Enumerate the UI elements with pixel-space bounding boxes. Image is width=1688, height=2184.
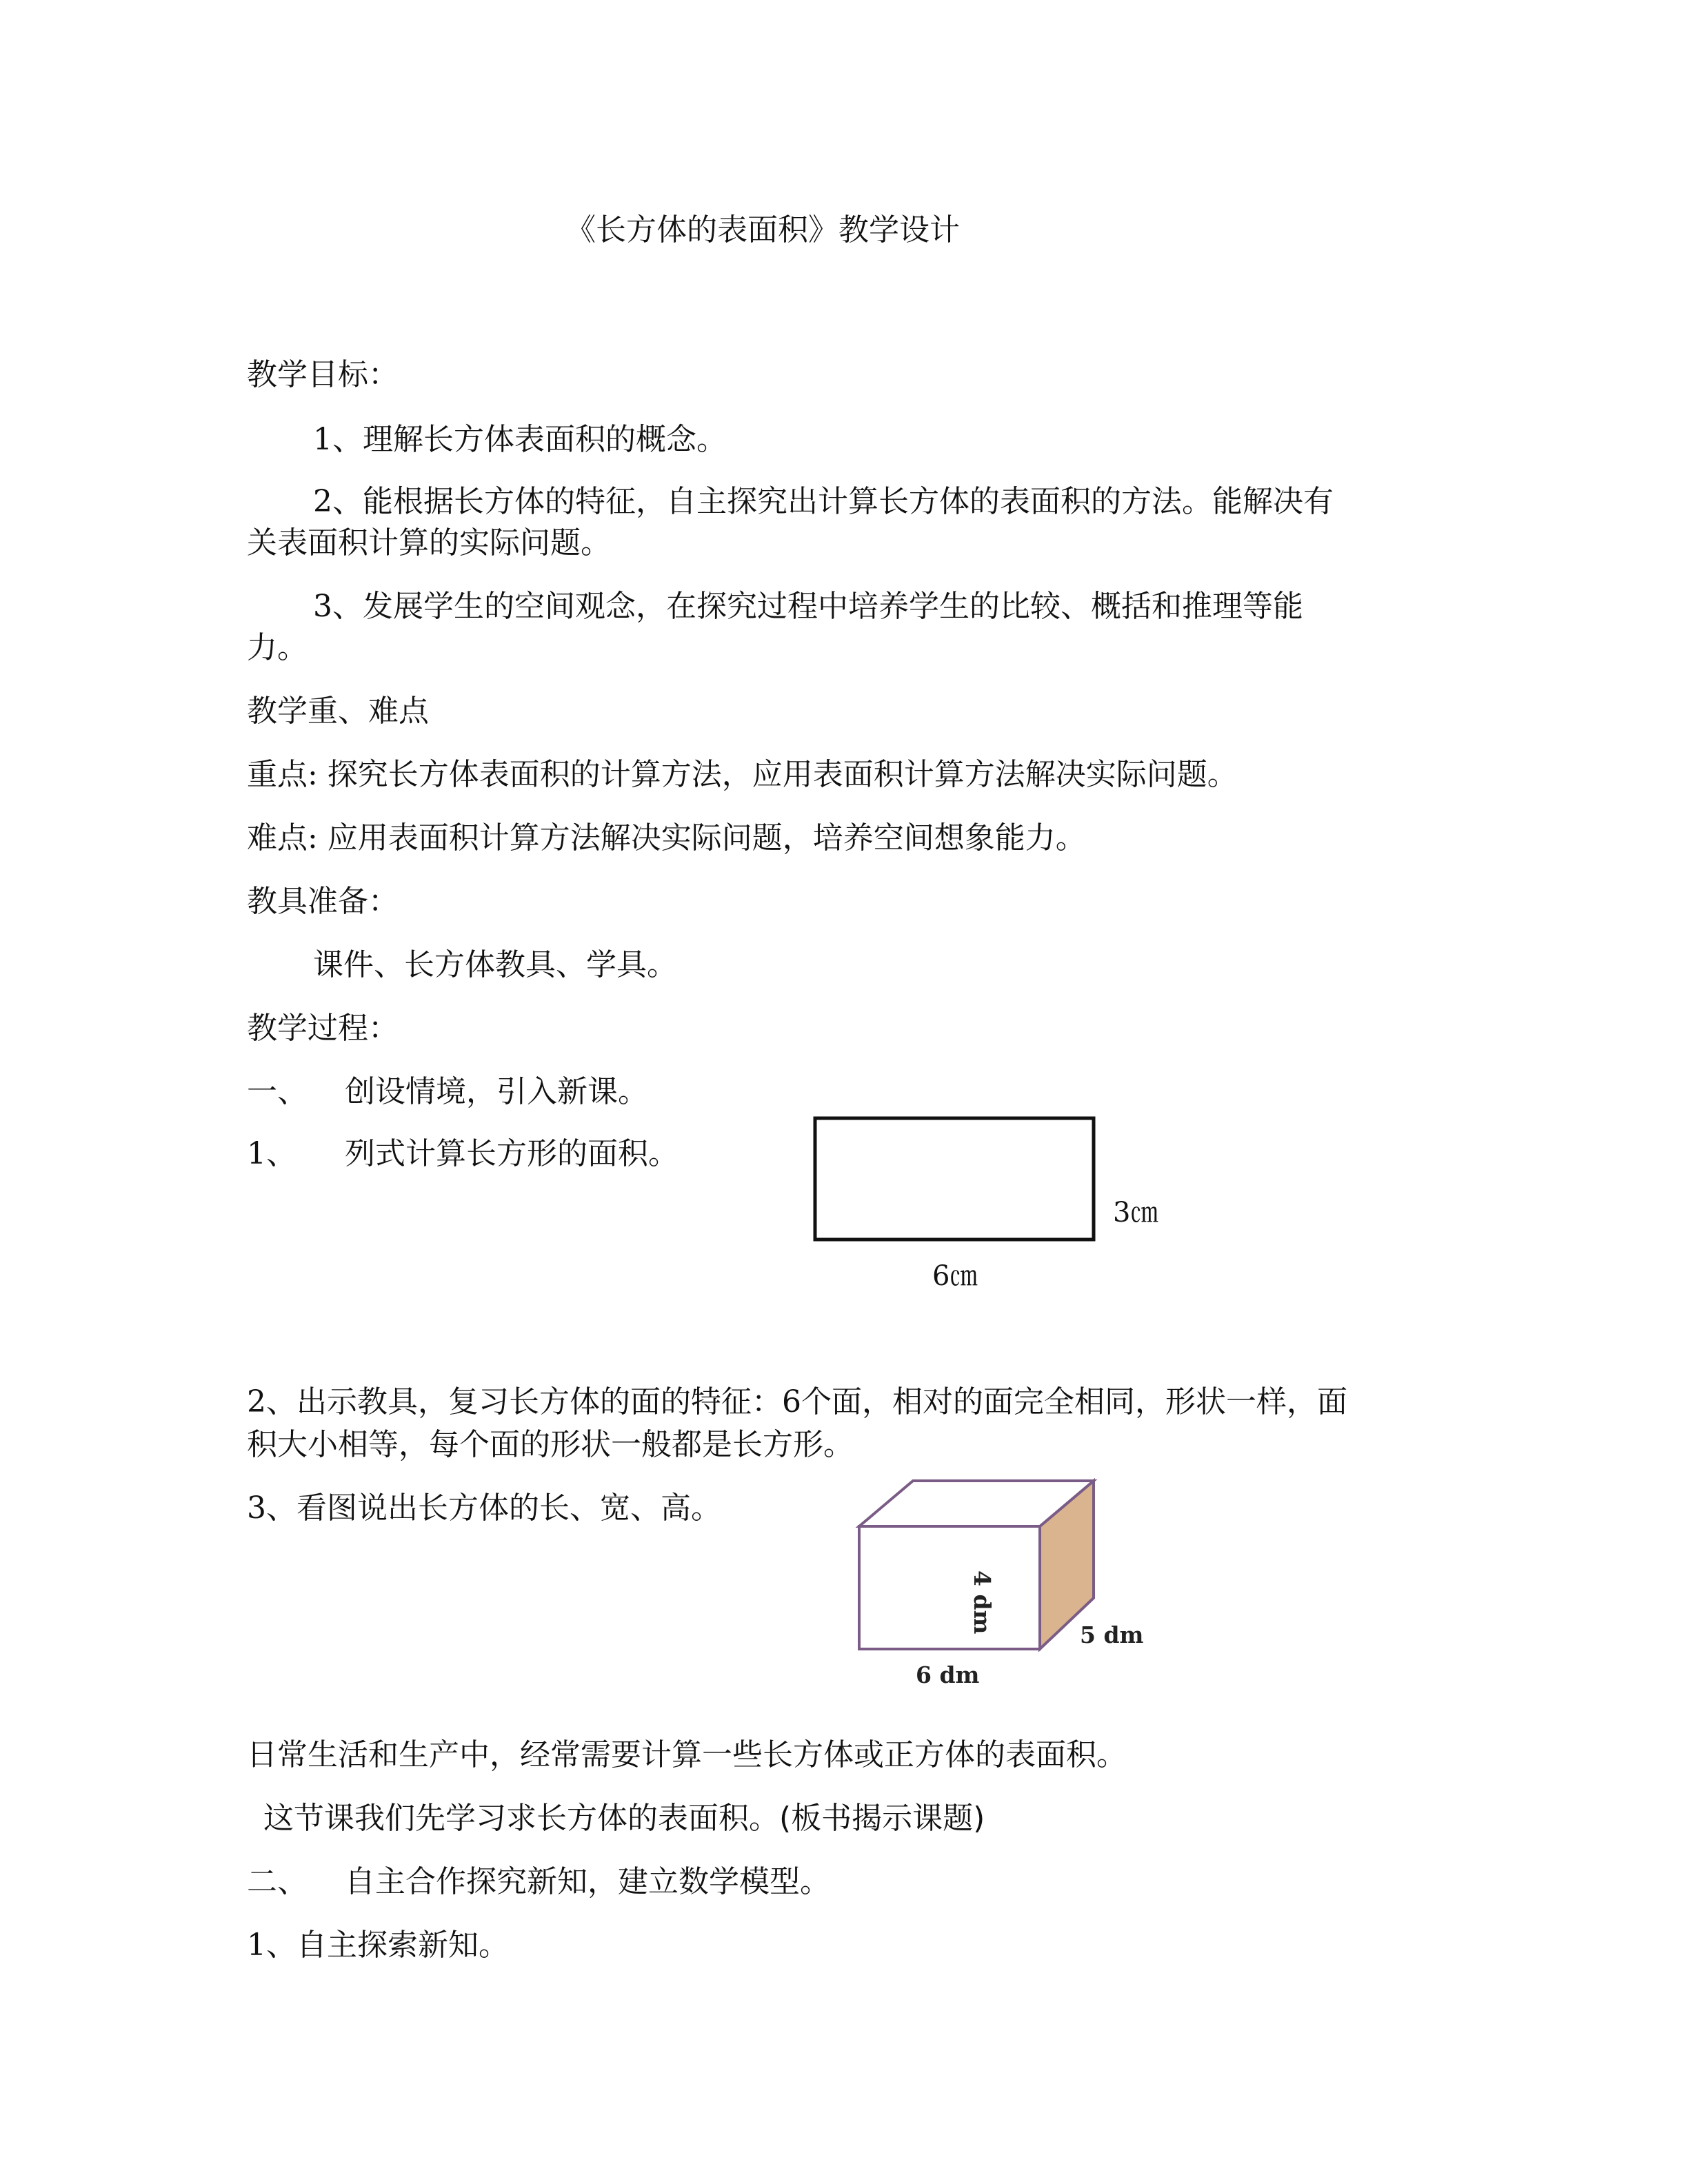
objective-item-1: 1、理解长方体表面积的概念。: [313, 422, 727, 457]
cuboid-height-label: 4 dm: [969, 1570, 996, 1635]
section-1-number: 一、: [247, 1074, 308, 1109]
cuboid-length-label: 6 dm: [916, 1661, 980, 1688]
step-1-text: 列式计算长方形的面积。: [345, 1136, 679, 1171]
section-2-number: 二、: [247, 1864, 308, 1899]
process-heading: 教学过程：: [247, 1011, 399, 1046]
objectives-heading: 教学目标：: [247, 357, 399, 392]
step-3-text: 3、看图说出长方体的长、宽、高。: [247, 1490, 721, 1526]
section-1-text: 创设情境，引入新课。: [345, 1074, 648, 1109]
materials-content: 课件、长方体教具、学具。: [313, 947, 677, 982]
section-1-heading: [247, 1073, 648, 1111]
cuboid-front-face: [859, 1526, 1040, 1649]
key-points-heading: 教学重、难点: [247, 694, 429, 729]
key-point-text: 重点: 探究长方体表面积的计算方法，应用表面积计算方法解决实际问题。: [247, 757, 1238, 792]
subsection-1-text: 1、自主探索新知。: [247, 1928, 509, 1963]
rectangle-shape: [815, 1118, 1094, 1240]
step-1-number: 1、: [247, 1136, 297, 1171]
objective-item-2-line-2: 关表面积计算的实际问题。: [247, 525, 611, 560]
document-title: 《长方体的表面积》教学设计: [565, 212, 960, 247]
rectangle-width-label: 6㎝: [932, 1260, 978, 1292]
section-2-text: 自主合作探究新知，建立数学模型。: [345, 1864, 830, 1899]
rectangle-figure: [811, 1114, 1101, 1245]
rectangle-height-label: 3㎝: [1113, 1197, 1158, 1228]
objective-item-3-line-1: 3、发展学生的空间观念，在探究过程中培养学生的比较、概括和推理等能: [313, 589, 1303, 624]
difficulty-text: 难点: 应用表面积计算方法解决实际问题，培养空间想象能力。: [247, 820, 1086, 856]
objective-item-3-line-2: 力。: [247, 630, 308, 665]
step-2-line-2: 积大小相等，每个面的形状一般都是长方形。: [247, 1427, 854, 1462]
lesson-intro-text: 这节课我们先学习求长方体的表面积。(板书揭示课题): [263, 1801, 985, 1836]
step-1: [247, 1135, 679, 1173]
objective-item-2-line-1: 2、能根据长方体的特征，自主探究出计算长方体的表面积的方法。能解决有: [313, 484, 1334, 519]
materials-heading: 教具准备：: [247, 884, 399, 919]
step-2-line-1: 2、出示教具，复习长方体的面的特征：6个面，相对的面完全相同，形状一样，面: [247, 1384, 1347, 1419]
section-2-heading: [247, 1863, 830, 1901]
cuboid-width-label: 5 dm: [1080, 1621, 1144, 1648]
daily-life-text: 日常生活和生产中，经常需要计算一些长方体或正方体的表面积。: [247, 1737, 1127, 1772]
